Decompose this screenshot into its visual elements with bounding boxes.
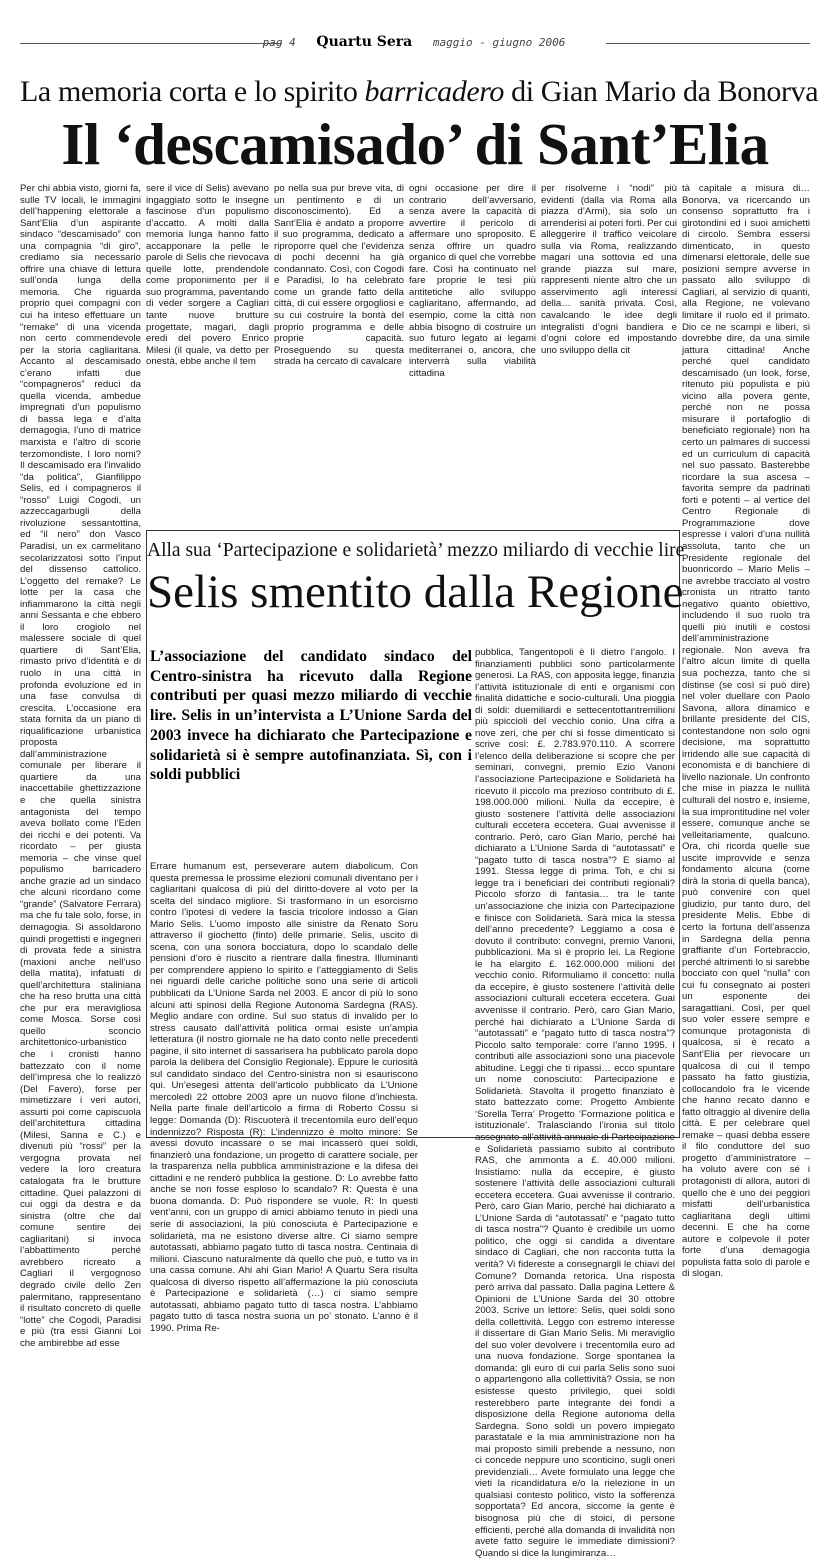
article-column-5: per risolverne i “nodi” più evidenti (dalla via Roma alla piazza d’Armi), sia solo un arrenderisi ai poteri forti. Per cui alleggerire il traffico veicolare sulla via Roma, realizzando magari una sottovia ed una grande piazza sul mare, rappresenti niente altro che un asservimento agli interessi della… sanità privata. Così, cavalcando le idee degli integralisti d’ogni bandiera e d’ogni colore ed impostando uno sviluppo della cit (541, 183, 677, 356)
article-headline: Il ‘descamisado’ di Sant’Elia (61, 111, 769, 177)
kicker-after: di Gian Mario da Bonorva (504, 75, 819, 108)
box-kicker: Alla sua ‘Partecipazione e solidarietà’ mezzo miliardo di vecchie lire (147, 540, 685, 561)
box-column-left: Errare humanum est, perseverare autem diabolicum. Con questa premessa le prossime elezioni comunali diventano per i cagliaritani qualcosa di più del diritto-dovere al voto per la scelta del sindaco migliore. Si trasformano in un esorcismo contro l’ipotesi di vedere la fascia tricolore indosso a Gian Mario Selis. L’uomo imposto alle sinistre da Renato Soru attraverso il giochetto (finto) delle primarie. Selis, uscito di scena, con una sonora bocciatura, dopo lo scandalo delle pensioni d’oro è riuscito a rientrare dalla finestra. Illuminanti per comprendere appieno lo spirito e l’atteggiamento di Selis nei riguardi delle cariche politiche sono una serie di articoli pubblicati da L’Unione Sarda nel 2003. E ancor di più lo sono alcuni atti spinosi della Regione Autonoma Sardegna (RAS). Meglio andare con ordine. Sul suo status di invalido per lo stress causato dall’attività politica ormai esiste un’ampia letteratura (il nostro giornale ne ha dato conto nelle precedenti pagine, il sito internet di sassarisera ha pubblicato parola dopo parola la delibera del Consiglio Regionale). Eppure le curiosità sul candidato sindaco del Centro-sinistra non si esauriscono qui. Un’esegesi attenta dell’articolo pubblicato da L’Unione mercoledì 22 ottobre 2003 apre un nuovo filone d’inchiesta. Nella parte finale dell’articolo a firma di Roberto Cossu si legge: Domanda (D): Riscuoterà il trecentomila euro dell’equo indennizzo? Risposta (R): L’indennizzo è molto minore: Se avessi dovuto incassare o se mai incasserò quei soldi, finanzierò una fondazione, un progetto di carattere sociale, per la trasparenza nella pubblica amministrazione e la difesa dei cittadini e ne renderò pubblica la gestione. D: Lo avrebbe fatto anche se non fosse esploso lo scandalo? R: Questa è una buona domanda. D: Può rispondere se vuole. R: In questi vent’anni, con un gruppo di amici abbiamo tenuto in piedi una serie di associazioni, la più conosciuta è Partecipazione e solidarietà, ma ne esistono diverse altre. Ci siamo sempre autotassati, abbiamo pagato tutto di tasca nostra. Centinaia di milioni. Ciascuno naturalmente dà quello che può, e tutto va in una cassa comune. Ahi ahi Gian Mario! A Quartu Sera risulta qualcosa di diverso rispetto all’affermazione la più conosciuta è Partecipazione e solidarietà (…) ci siamo sempre autotassati, abbiamo pagato tutto di tasca nostra. L’abbiamo pagato tutto di tasca nostra suona un po’ stonato. L’anno è il 1990. Prima Re- (150, 861, 418, 1334)
article-column-1: Per chi abbia visto, giorni fa, sulle TV locali, le immagini dell’happening elettorale a Sant’Elia d’un aspirante sindaco “descamisado” con una compagnia “di giro”, crediamo sia necessario offrire una chiave di lettura sull’onda lunga della memoria. Che riguarda proprio quei compagni con cui ha inteso effettuare un “remake” di una vicenda non certo commendevole per la storia cagliaritana. Accanto al descamisado c’erano infatti due “compagneros” reduci da quella vicenda, ambedue impregnati d’un populismo di bassa lega e d’alta demagogia, l’uno di matrice marxista e l’altro di scorie terzomondiste. I loro nomi? Il descamisado era l’invalido “da politica”, Gianfilippo Selis, ed i compagneros il “rosso” Luigi Cogodi, un azzeccagarbugli della rivoluzione sessantottina, ed “il nero” don Vasco Paradisi, un ex carmelitano secolarizzatosi sotto l’input del dissenso cattolico. L’oggetto del remake? Le lotte per la casa che infiammarono la città negli anni Sessanta e che ebbero il loro crogiolo nel malessere sociale di quel quartiere di Sant’Elia, rimasto privo d’identità e di ruolo in una città in profonda evoluzione ed in una fase convulsa di crescita. L’occasione era stata fornita da un piano di riqualificazione urbanistica proposta dall’amministrazione comunale per liberare il quartiere da una inaccettabile ghettizzazione e che quella sinistra antagonista del tempo aveva bollato come l’Eden dei ricchi e dei potenti. Va ricordato – per giusta memoria – che vinse quel populismo barricadero anche grazie ad un sindaco che alcuni ricordano come “grande” (Salvatore Ferrara) ma che fu tale solo, forse, in demagogia. Si assoldarono quindi progettisti e ingegneri di provata fede a sinistra (maxioni anche nell’uso della matita), infatuati di quell’architettura staliniana che ha reso brutta una città che pur era meravigliosa come Mosca. Sorse così quello sconcio architettonico-urbanistico che i cronisti hanno battezzato con il nome dell’impresa che lo realizzò (Del Favero), forse per mimetizzare i veri autori, assurti poi come capiscuola dell’architettura cittadina (Milesi, Sanna e C.) e divenuti più “rossi” per la vergogna provata nel vedere la loro creatura catalogata fra le brutture cittadine. Quei palazzoni di cui oggi da destra e da sinistra (oltre che dal comune sentire dei cagliaritani) si invoca l’abbattimento perché avrebbero ricreato a Cagliari il vergognoso degrado civile dello Zen palermitano, rappresentano il risultato concreto di quelle “lotte” che Cogodi, Paradisi e più (tra essi Gianni Loi che ambirebbe ad esse (20, 183, 141, 1349)
box-title: Selis smentito dalla Regione (147, 566, 684, 618)
article-column-3: po nella sua pur breve vita, di un pentimento e di un disconoscimento). Ed a Sant’Elia è andato a proporre il suo programma, dedicato a riproporre quel che l’evidenza di pochi decenni ha già condannato. Così, con Cogodi e Paradisi, lo ha celebrato come un grande fatto della città, di cui essere orgogliosi e su cui costruire la bontà del proprio programma e delle proprie capacità. Proseguendo su questa strada ha cercato di cavalcare (274, 183, 404, 368)
article-kicker (20, 74, 819, 110)
article-column-6: tà capitale a misura di… Bonorva, va ricercando un consenso soprattutto fra i girotondini ed i suoi amichetti di circolo. Sembra essersi dimenticato, in questo dimenarsi elettorale, delle sue posizioni sempre avverse in passato allo sviluppo di Cagliari, al servizio di quanti, alla Regione, ne volevano limitare il ruolo ed il primato. Dio ce ne scampi e liberi, si dovrebbe dire, da una simile jattura cittadina! Anche perché quel candidato descamisado (un look, forse, ritenuto più populista e più vicino alla povera gente, perché non ne possa misurare il portafoglio di beneficiato regionale) non ha certo un palmares di successi ed un curriculum di capacità nel suo passato. Basterebbe ricordare la sua ascesa – favorita sempre da padrinati forti e potenti – al vertice del Centro Regionale di Programmazione dove espresse i valori d’una nullità assoluta, tanto che un Presidente regionale del buonricordo – Mario Melis – ne avrebbe tracciato al vostro cronista un ritratto tanto negativo quanto obiettivo, includendo il suo ruolo tra quelli più inutili e costosi dell’amministrazione regionale. Non aveva fra l’altro alcun limite di quella sua pochezza, tanto che si distinse (se così si può dire) nel voler duellare con Paolo Savona, allora dinamico e brillante presidente del CIS, contestandone non solo ogni decisione, ma soprattutto irridendo alle sue capacità di economista e di banchiere di livello nazionale. Un confronto che mise in piazza le nullità culturali del nostro e, insieme, la sua improntitudine nel voler essere, comunque anche se velleitariamente, qualcuno. Ora, chi ricorda quelle sue uscite improvvide e senza fondamento alcuna (come dirà la storia di quella banca), può convenire con quel giudizio, pur tanto duro, del presidente Melis. Ebbe di certo la fortuna dell’assenza in Sardegna della penna graffiante d’un Fortebraccio, perché altrimenti lo si sarebbe bocciato con quel “nulla” con cui fu consegnato ai posteri un esponente dei saragattiani. Così, per quel suo voler essere sempre e comunque protagonista di qualcosa, si è recato a Sant’Elia per rievocare un qualcosa di cui il tempo passato ha fatto giustizia, collocandolo fra le vicende che hanno recato danno e fatto oltraggio al divenire della città. E per celebrare quel remake – quasi debba essere il filo conduttore del suo progetto d’amministratore – ha voluto avere con sé i protagonisti di allora, autori di quello che è uno dei peggiori misfatti dell’urbanistica cagliaritana degli ultimi decenni. E che ha come autore e colpevole il poter forte d’una demagogia populista fatta solo di parole e di slogan. (682, 183, 810, 1280)
page-header (0, 0, 828, 60)
issue-date: maggio - giugno 2006 (432, 36, 566, 49)
header-line (0, 34, 828, 50)
article-column-2: sere il vice di Selis) avevano ingaggiato sotto le insegne fascinose d’un populismo d’accatto. A molti dalla memoria lunga hanno fatto accapponare la pelle le parole di Selis che rievocava quelle lotte, prendendole come proponimento per il suo programma, paventando di veder sorgere a Cagliari tante nuove brutture progettate, magari, dagli eredi del povero Enrico Milesi (il quale, va detto per onestà, ebbe anche il tem (146, 183, 269, 368)
page-number: pag 4 (262, 36, 296, 49)
kicker-before: La memoria corta e lo spirito (20, 75, 365, 108)
sidebar-article-box (146, 530, 685, 1559)
publication-name: Quartu Sera (316, 34, 413, 50)
box-column-right: pubblica, Tangentopoli è lì dietro l’angolo. I finanziamenti pubblici sono particolarmente generosi. La RAS, con apposita legge, finanzia l’attività istituzionale di enti e organismi con finalità didattiche e socio-culturali. Una pioggia di soldi: duemiliardi e settecentottantremilioni più spiccioli del vecchio conio. Una cifra a nove zeri, che per chi si fosse dimenticato si scrive così: £. 2.783.970.110. A scorrere l’elenco della deliberazione si scopre che per seminari, convegni, premio Ezio Vanoni l’associazione Partecipazione e Solidarietà ha ricevuto il piccolo ma prezioso contributo di £. 198.000.000 milioni. Nulla da eccepire, è giusto sostenere l’attività delle associazioni culturali eccetera eccetera. Guai avvenisse il contrario. Però, caro Gian Mario, perché hai dichiarato a L’Unione Sarda di “autotassati” e “pagato tutto di tasca nostra”? E siamo al 1991. Stessa legge di prima. Toh, e chi si legge tra i beneficiari dei contributi regionali? Piccolo sforzo di fantasia… tra le tante un’associazione che inizia con Partecipazione e finisce con Solidarietà. Sarà mica la stessa dell’anno precedente? Leggiamo a cosa è dovuto il contributo: convegni, premio Vanoni, pubblicazioni. Ma sì è proprio lei. La Regione le ha elargito £. 162.000.000 milioni del vecchio conio. Riformuliamo il concetto: nulla da eccepire, è giusto sostenere l’attività delle associazioni culturali eccetera eccetera. Guai avvenisse il contrario. Però, caro Gian Mario, perché hai dichiarato a L’Unione Sarda di “autotassati” e “pagato tutto di tasca nostra”? Piccolo salto temporale: corre l’anno 1995. I contributi alle associazioni sono una piacevole abitudine. Leggi che ti ripassi… ecco spuntare un nome conosciuto: Partecipazione e Solidarietà. Stavolta il progetto finanziato è stato battezzato come: Progetto Ambiente ‘Sorella Terra’ Progetto ‘Formazione politica e istituzionale’. Tralasciando l’ironia sul titolo assegnato all’attività annuale di Partecipazione e Solidarietà passiamo subito al contributo RAS, che ammonta a £. 40.000 milioni. Insistiamo: nulla da eccepire, è giusto sostenere l’attività delle associazioni culturali eccetera eccetera. Guai avvenisse il contrario. Però, caro Gian Mario, perché hai dichiarato a L’Unione Sarda di “autotassati” e “pagato tutto di tasca nostra”? Quanto è credibile un uomo politico, che oggi si candida a diventare sindaco di Cagliari, che non racconta tutta la verità? Vi fidereste a consegnargli le chiavi del Comune? Domanda retorica. Una risposta però arriva dal passato. Dalla pagina Lettere & Opinioni de L’Unione Sarda del 30 ottobre 2003. Scrive un lettore: Selis, quei soldi sono della collettività. Leggo con estremo interesse il dissertare di Gian Mario Selis. Mi meraviglio del suo voler devolvere i trecentomila euro ad una nuova fondazione. Sorge spontanea la domanda: gli euro di cui parla Selis sono suoi o appartengono alla collettività? Ossia, se non esistesse questo privilegio, quei soldi resterebbero parte integrante dei fondi a disposizione della Regione autonoma della Sardegna. Sono soldi un povero impiegato parastatale e la mia amministrazione non ha mai proposto simili prebende a nessuno, non ci concede neppure uno sconticino, sugli oneri previdenziali… Avete formulato una legge che vieti la ricandidatura e/o la rielezione in un qualsiasi contesto politico, visto la sofferenza sopportata? Ed ancora, siccome la gente è bisognosa più che di stoici, di persone efficienti, perché alla domanda di invalidità non avete fatto seguire le immediate dimissioni? Quando si dice la lungimiranza… (475, 647, 675, 1559)
article-column-4: ogni occasione per dire il contrario dell’avversario, senza avere la capacità di avvertire il pericolo di affermare uno sproposito. E senza offrire un quadro organico di quel che vorrebbe fare. Così ha continuato nel fare proprie le tesi più antitetiche allo sviluppo cagliaritano, affermando, ad esempio, come la città non abbia bisogno di costruire un suo futuro legato ai legami mediterranei o, ancora, che interverrà sulla viabilità cittadina (409, 183, 536, 379)
box-lead: L’associazione del candidato sindaco del Centro-sinistra ha ricevuto dalla Regione contributi per quasi mezzo miliardo di vecchie lire. Selis in un’intervista a L’Unione Sarda del 2003 invece ha dichiarato che Partecipazione e solidarietà si è sempre autofinanziata. Sì, con i soldi pubblici (150, 648, 472, 784)
kicker-italic: barricadero (364, 75, 505, 108)
